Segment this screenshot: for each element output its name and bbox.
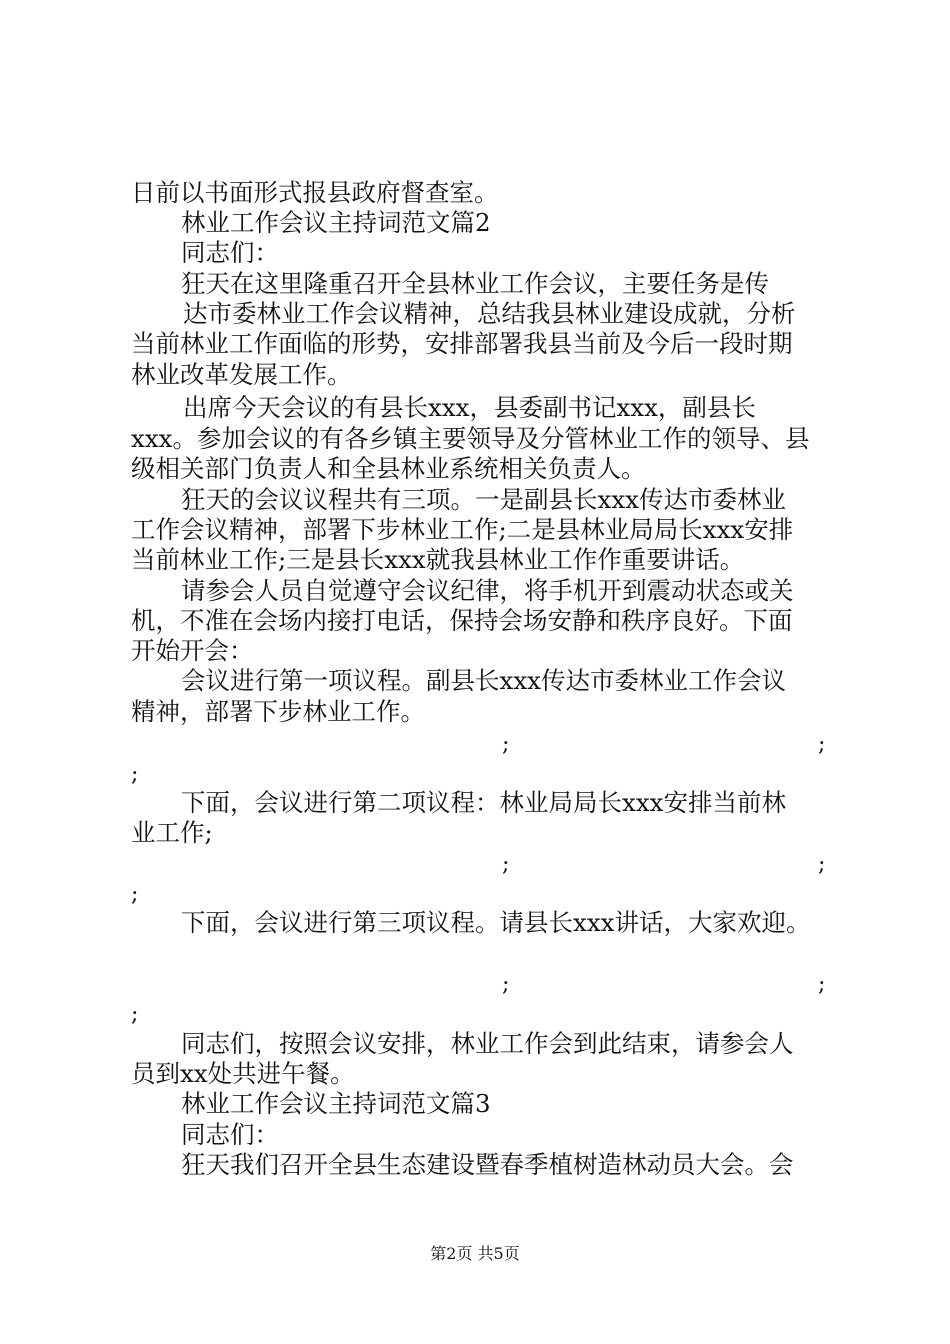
section-heading: 林业工作会议主持词范文篇2 xyxy=(181,208,491,237)
body-line: 请参会人员自觉遵守会议纪律，将手机开到震动状态或关 xyxy=(181,576,794,605)
body-line: xxx。参加会议的有各乡镇主要领导及分管林业工作的领导、县 xyxy=(131,424,810,453)
body-line: 工作会议精神，部署下步林业工作;二是县林业局局长xxx安排 xyxy=(131,515,794,544)
section-heading: 林业工作会议主持词范文篇3 xyxy=(181,1089,491,1118)
semicolon-mark: ; xyxy=(131,882,139,907)
semicolon-mark: ; xyxy=(131,762,139,787)
body-line: 林业改革发展工作。 xyxy=(131,360,352,389)
semicolon-mark: ; xyxy=(502,852,510,877)
body-line: 狂天在这里隆重召开全县林业工作会议，主要任务是传 xyxy=(181,269,769,298)
semicolon-mark: ; xyxy=(502,972,510,997)
body-line: 当前林业工作面临的形势，安排部署我县当前及今后一段时期 xyxy=(131,329,793,358)
body-line: 同志们，按照会议安排，林业工作会到此结束，请参会人 xyxy=(181,1029,794,1058)
body-line: 精神，部署下步林业工作。 xyxy=(131,697,425,726)
page-number-footer: 第2页 共5页 xyxy=(430,1244,520,1263)
body-line: 级相关部门负责人和全县林业系统相关负责人。 xyxy=(131,454,646,483)
body-line: 开始开会： xyxy=(131,636,254,665)
body-line: 员到xx处共进午餐。 xyxy=(131,1059,355,1088)
salutation: 同志们： xyxy=(181,1120,279,1149)
body-line: 当前林业工作;三是县长xxx就我县林业工作作重要讲话。 xyxy=(131,545,745,574)
semicolon-mark: ; xyxy=(502,732,510,757)
body-line: 会议进行第一项议程。副县长xxx传达市委林业工作会议 xyxy=(181,666,786,695)
semicolon-mark: ; xyxy=(131,1002,139,1027)
body-line: 出席今天会议的有县长xxx，县委副书记xxx，副县长 xyxy=(183,393,756,422)
body-line: 达市委林业工作会议精神，总结我县林业建设成就，分析 xyxy=(183,299,796,328)
semicolon-mark: ; xyxy=(818,852,826,877)
body-line: 业工作; xyxy=(131,818,213,847)
body-line: 下面，会议进行第三项议程。请县长xxx讲话，大家欢迎。 xyxy=(181,908,811,937)
semicolon-mark: ; xyxy=(818,972,826,997)
body-line: 下面，会议进行第二项议程：林业局局长xxx安排当前林 xyxy=(181,788,786,817)
semicolon-mark: ; xyxy=(818,732,826,757)
body-line: 狂天的会议议程共有三项。一是副县长xxx传达市委林业 xyxy=(181,485,786,514)
body-line: 日前以书面形式报县政府督查室。 xyxy=(131,178,499,207)
salutation: 同志们： xyxy=(181,238,279,267)
body-line: 狂天我们召开全县生态建设暨春季植树造林动员大会。会 xyxy=(181,1150,794,1179)
body-line: 机，不准在会场内接打电话，保持会场安静和秩序良好。下面 xyxy=(131,606,793,635)
